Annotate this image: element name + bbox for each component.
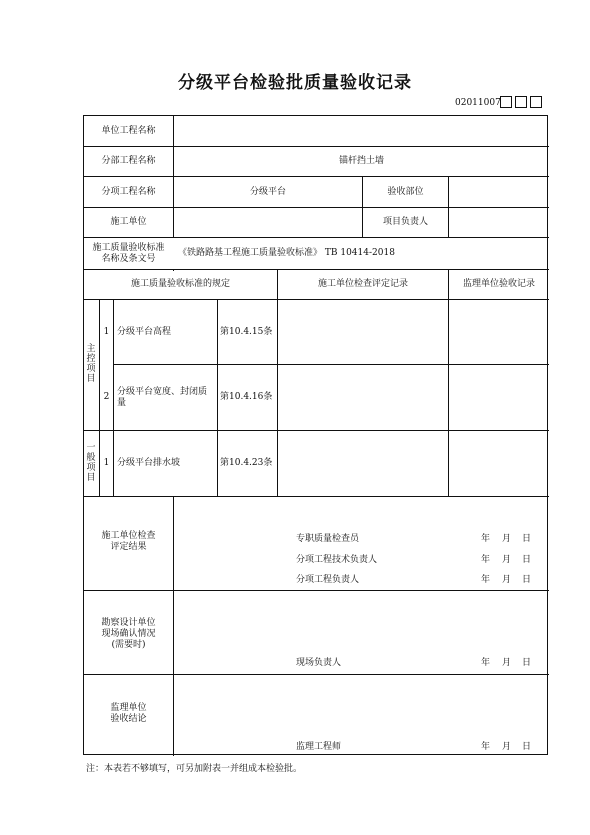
supervising-engineer-year: 年: [481, 741, 491, 752]
quality-inspector-day: 日: [522, 533, 532, 544]
standard-label: [84, 238, 173, 269]
subitem-lead-day: 日: [522, 574, 532, 585]
acceptance-part-label: 验收部位: [387, 186, 424, 197]
general-item-1-unit-record[interactable]: [278, 431, 448, 496]
site-lead-label: 现场负责人: [296, 657, 342, 668]
survey-line2: 现场确认情况: [101, 628, 156, 639]
supervising-engineer-month: 月: [502, 741, 512, 752]
unit-project-label: 单位工程名称: [101, 125, 156, 136]
col-supervisor-check-header: 监理单位验收记录: [462, 279, 535, 289]
main-item-1-supervisor-record[interactable]: [449, 300, 549, 364]
supervisor-label: [84, 702, 173, 726]
standard-label-line1: 施工质量验收标准: [92, 242, 165, 253]
main-item-2-name: 分级平台宽度、封闭质量: [117, 386, 208, 408]
footnote: 注：本表若不够填写，可另加附表一并组成本检验批。: [86, 764, 303, 774]
main-item-2-unit-record[interactable]: [278, 365, 448, 430]
supervising-engineer-label: 监理工程师: [296, 741, 342, 752]
survey-line1: 勘察设计单位: [101, 617, 156, 628]
subitem-tech-lead-label: 分项工程技术负责人: [296, 554, 378, 565]
main-items-label: 主控项目: [86, 344, 96, 384]
quality-inspector-month: 月: [502, 533, 512, 544]
unit-result-label: [84, 528, 173, 556]
subitem-label: 分项工程名称: [101, 186, 156, 197]
general-item-1-name: 分级平台排水坡: [117, 458, 181, 468]
supervising-engineer-day: 日: [522, 741, 532, 752]
subitem-tech-lead-year: 年: [481, 554, 491, 565]
subitem-lead-label: 分项工程负责人: [296, 574, 360, 585]
general-item-1-no: 1: [103, 458, 110, 468]
main-item-2-clause: 第10.4.16条: [220, 392, 273, 402]
general-items-label: 一般项目: [86, 443, 96, 483]
subitem-lead-year: 年: [481, 574, 491, 585]
main-item-1-no: 1: [103, 326, 110, 337]
division-value[interactable]: 锚杆挡土墙: [338, 156, 384, 166]
subitem-tech-lead-day: 日: [522, 554, 532, 565]
col-unit-check-header: 施工单位检查评定记录: [317, 279, 408, 289]
general-item-1-clause: 第10.4.23条: [220, 458, 273, 468]
col-spec-header: 施工质量验收标准的规定: [130, 279, 230, 289]
main-item-1-name: 分级平台高程: [117, 326, 172, 337]
inspection-form: [83, 115, 548, 755]
site-lead-day: 日: [522, 657, 532, 668]
unit-result-line1: 施工单位检查: [101, 531, 156, 541]
main-item-2-supervisor-record[interactable]: [449, 365, 549, 430]
code-box-3[interactable]: [530, 96, 542, 108]
unit-project-value[interactable]: [174, 116, 549, 146]
project-manager-label: 项目负责人: [382, 217, 428, 227]
supervisor-line1: 监理单位: [110, 703, 147, 713]
acceptance-part-value[interactable]: [449, 177, 549, 207]
subitem-lead-month: 月: [502, 574, 512, 585]
supervisor-line2: 验收结论: [110, 714, 147, 724]
code-box-1[interactable]: [500, 96, 512, 108]
form-code: 02011007: [455, 98, 501, 108]
division-label: 分部工程名称: [101, 156, 156, 166]
site-lead-year: 年: [481, 657, 491, 668]
general-item-1-supervisor-record[interactable]: [449, 431, 549, 496]
standard-label-line2: 名称及条文号: [101, 253, 156, 264]
main-item-2-no: 2: [103, 392, 110, 402]
main-item-1-unit-record[interactable]: [278, 300, 448, 364]
standard-value[interactable]: 《铁路路基工程施工质量验收标准》 TB 10414-2018: [178, 248, 395, 258]
subitem-value[interactable]: 分级平台: [249, 186, 286, 197]
survey-label: [84, 616, 173, 652]
site-lead-month: 月: [502, 657, 512, 668]
project-manager-value[interactable]: [449, 208, 549, 237]
subitem-tech-lead-month: 月: [502, 554, 512, 565]
code-box-2[interactable]: [515, 96, 527, 108]
construction-unit-value[interactable]: [174, 208, 362, 237]
quality-inspector-label: 专职质量检查员: [296, 533, 360, 544]
quality-inspector-year: 年: [481, 533, 491, 544]
main-item-1-clause: 第10.4.15条: [220, 326, 273, 337]
unit-result-line2: 评定结果: [110, 542, 147, 552]
construction-unit-label: 施工单位: [110, 217, 147, 227]
form-title: 分级平台检验批质量验收记录: [178, 73, 412, 93]
survey-line3: (需要时): [111, 639, 146, 650]
